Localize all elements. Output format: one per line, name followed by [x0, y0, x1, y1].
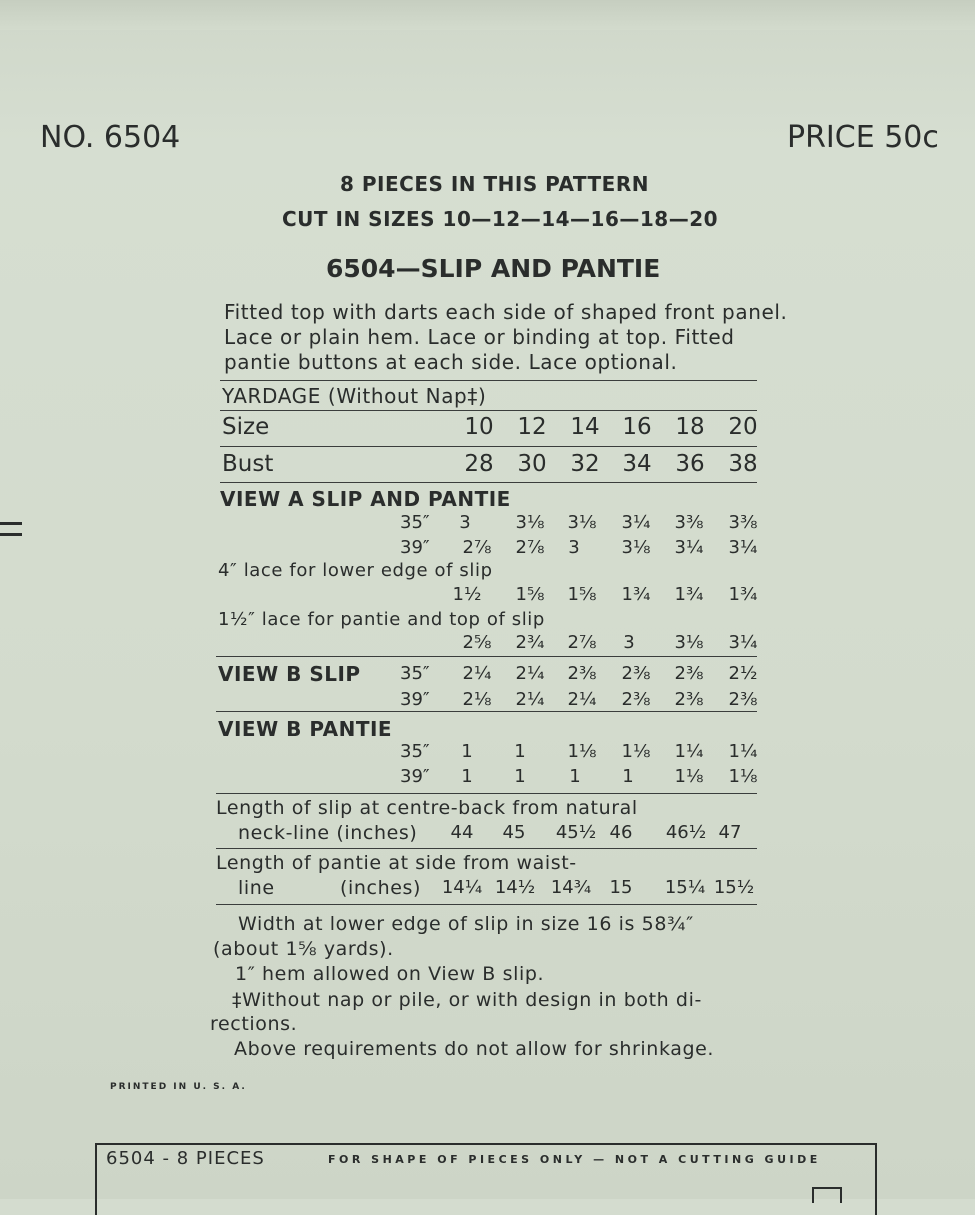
- length-cell: 15½: [713, 877, 755, 898]
- yardage-cell: 2⅞: [462, 537, 492, 558]
- pantie-length-units: (inches): [340, 877, 422, 899]
- yardage-title: YARDAGE (Without Nap‡): [222, 384, 487, 408]
- yardage-cell: 3⅛: [567, 512, 597, 533]
- pattern-name: 6504—SLIP AND PANTIE: [326, 254, 661, 283]
- size-cell: 16: [622, 414, 652, 440]
- yardage-cell: 1⅝: [567, 584, 597, 605]
- size-cell: 20: [728, 414, 758, 440]
- divider: [216, 711, 757, 712]
- length-cell: 46½: [665, 822, 707, 843]
- size-cell: 12: [517, 414, 547, 440]
- yardage-cell: 1: [461, 741, 473, 762]
- yardage-cell: 1¼: [728, 741, 758, 762]
- yardage-cell: 1⅛: [674, 766, 704, 787]
- yardage-cell: 2¾: [515, 632, 545, 653]
- note-line: 1″ hem allowed on View B slip.: [235, 963, 545, 985]
- yardage-cell: 2½: [728, 663, 758, 684]
- yardage-cell: 3⅜: [674, 512, 704, 533]
- guide-caption: FOR SHAPE OF PIECES ONLY — NOT A CUTTING GUIDE: [328, 1153, 821, 1166]
- description-line: pantie buttons at each side. Lace optional.: [224, 350, 678, 374]
- size-cell: 10: [464, 414, 494, 440]
- top-crease: [0, 0, 975, 30]
- lace-15in-label: 1½″ lace for pantie and top of slip: [218, 609, 545, 630]
- length-cell: 14½: [494, 877, 536, 898]
- length-cell: 14¼: [441, 877, 483, 898]
- yardage-cell: 2⅝: [462, 632, 492, 653]
- yardage-cell: 3⅛: [621, 537, 651, 558]
- size-cell: 18: [675, 414, 705, 440]
- length-cell: 14¾: [550, 877, 592, 898]
- yardage-cell: 2⅜: [567, 663, 597, 684]
- yardage-cell: 2⅜: [621, 663, 651, 684]
- yardage-cell: 1: [461, 766, 473, 787]
- length-cell: 15: [609, 877, 633, 898]
- divider: [220, 410, 757, 411]
- description-line: Lace or plain hem. Lace or binding at top. Fitted: [224, 325, 735, 349]
- divider: [220, 482, 757, 483]
- size-cell: 14: [570, 414, 600, 440]
- yardage-cell: 2¼: [567, 689, 597, 710]
- length-cell: 45½: [555, 822, 597, 843]
- yardage-cell: 3¼: [728, 632, 758, 653]
- view-a-label: VIEW A SLIP AND PANTIE: [220, 487, 511, 511]
- printed-note: PRINTED IN U. S. A.: [110, 1082, 247, 1092]
- length-cell: 45: [502, 822, 526, 843]
- fabric-width: 35″: [400, 663, 430, 684]
- yardage-cell: 1¾: [674, 584, 704, 605]
- bust-cell: 38: [728, 451, 758, 477]
- divider: [216, 656, 757, 657]
- bust-label: Bust: [222, 451, 274, 477]
- yardage-cell: 1½: [452, 584, 482, 605]
- yardage-cell: 2⅜: [621, 689, 651, 710]
- divider: [216, 793, 757, 794]
- yardage-cell: 2¼: [515, 663, 545, 684]
- edge-mark: [0, 533, 22, 536]
- piece-outline: [812, 1187, 842, 1203]
- note-line: ‡Without nap or pile, or with design in both di-: [232, 989, 702, 1011]
- length-cell: 46: [609, 822, 633, 843]
- pantie-length-label: Length of pantie at side from waist-: [216, 852, 577, 874]
- pattern-number: NO. 6504: [40, 120, 181, 155]
- yardage-cell: 2⅞: [567, 632, 597, 653]
- yardage-cell: 1¼: [674, 741, 704, 762]
- fabric-width: 39″: [400, 689, 430, 710]
- yardage-cell: 2⅞: [515, 537, 545, 558]
- divider: [220, 446, 757, 447]
- bust-cell: 28: [464, 451, 494, 477]
- divider: [220, 380, 757, 381]
- length-cell: 47: [718, 822, 742, 843]
- note-line: Above requirements do not allow for shrinkage.: [234, 1038, 715, 1060]
- slip-length-label: Length of slip at centre-back from natural: [216, 797, 638, 819]
- yardage-cell: 3: [623, 632, 635, 653]
- guide-code: 6504 - 8 PIECES: [106, 1148, 265, 1169]
- fabric-width: 39″: [400, 537, 430, 558]
- yardage-cell: 1⅛: [728, 766, 758, 787]
- view-b-pantie-label: VIEW B PANTIE: [218, 717, 393, 741]
- bust-cell: 34: [622, 451, 652, 477]
- yardage-cell: 1¾: [621, 584, 651, 605]
- length-cell: 44: [450, 822, 474, 843]
- yardage-cell: 2¼: [462, 663, 492, 684]
- fabric-width: 35″: [400, 741, 430, 762]
- yardage-cell: 2⅜: [728, 689, 758, 710]
- yardage-cell: 2⅜: [674, 689, 704, 710]
- bust-cell: 32: [570, 451, 600, 477]
- fabric-width: 39″: [400, 766, 430, 787]
- pantie-length-label: line: [238, 877, 275, 899]
- pieces-title: 8 PIECES IN THIS PATTERN: [340, 172, 649, 196]
- bust-cell: 30: [517, 451, 547, 477]
- fabric-width: 35″: [400, 512, 430, 533]
- edge-mark: [0, 522, 22, 525]
- yardage-cell: 1: [569, 766, 581, 787]
- yardage-cell: 3: [459, 512, 471, 533]
- yardage-cell: 1⅛: [567, 741, 597, 762]
- length-cell: 15¼: [664, 877, 706, 898]
- note-line: Width at lower edge of slip in size 16 is 58¾″: [238, 913, 694, 935]
- bust-cell: 36: [675, 451, 705, 477]
- sizes-title: CUT IN SIZES 10—12—14—16—18—20: [282, 207, 719, 231]
- yardage-cell: 2⅛: [462, 689, 492, 710]
- view-b-slip-label: VIEW B SLIP: [218, 662, 361, 686]
- yardage-cell: 3¼: [621, 512, 651, 533]
- slip-length-label: neck-line (inches): [238, 822, 418, 844]
- note-line: (about 1⅝ yards).: [213, 938, 394, 960]
- yardage-cell: 1⅛: [621, 741, 651, 762]
- yardage-cell: 3⅛: [515, 512, 545, 533]
- yardage-cell: 1¾: [728, 584, 758, 605]
- divider: [216, 848, 757, 849]
- yardage-cell: 3⅜: [728, 512, 758, 533]
- yardage-cell: 3: [568, 537, 580, 558]
- yardage-cell: 2¼: [515, 689, 545, 710]
- yardage-cell: 1: [622, 766, 634, 787]
- lace-4in-label: 4″ lace for lower edge of slip: [218, 560, 493, 581]
- yardage-cell: 1⅝: [515, 584, 545, 605]
- description-line: Fitted top with darts each side of shaped front panel.: [224, 300, 788, 324]
- divider: [216, 904, 757, 905]
- size-label: Size: [222, 414, 270, 440]
- yardage-cell: 1: [514, 741, 526, 762]
- yardage-cell: 2⅜: [674, 663, 704, 684]
- yardage-cell: 3¼: [674, 537, 704, 558]
- note-line: rections.: [210, 1013, 298, 1035]
- yardage-cell: 3⅛: [674, 632, 704, 653]
- price: PRICE 50c: [787, 120, 939, 155]
- yardage-cell: 1: [514, 766, 526, 787]
- yardage-cell: 3¼: [728, 537, 758, 558]
